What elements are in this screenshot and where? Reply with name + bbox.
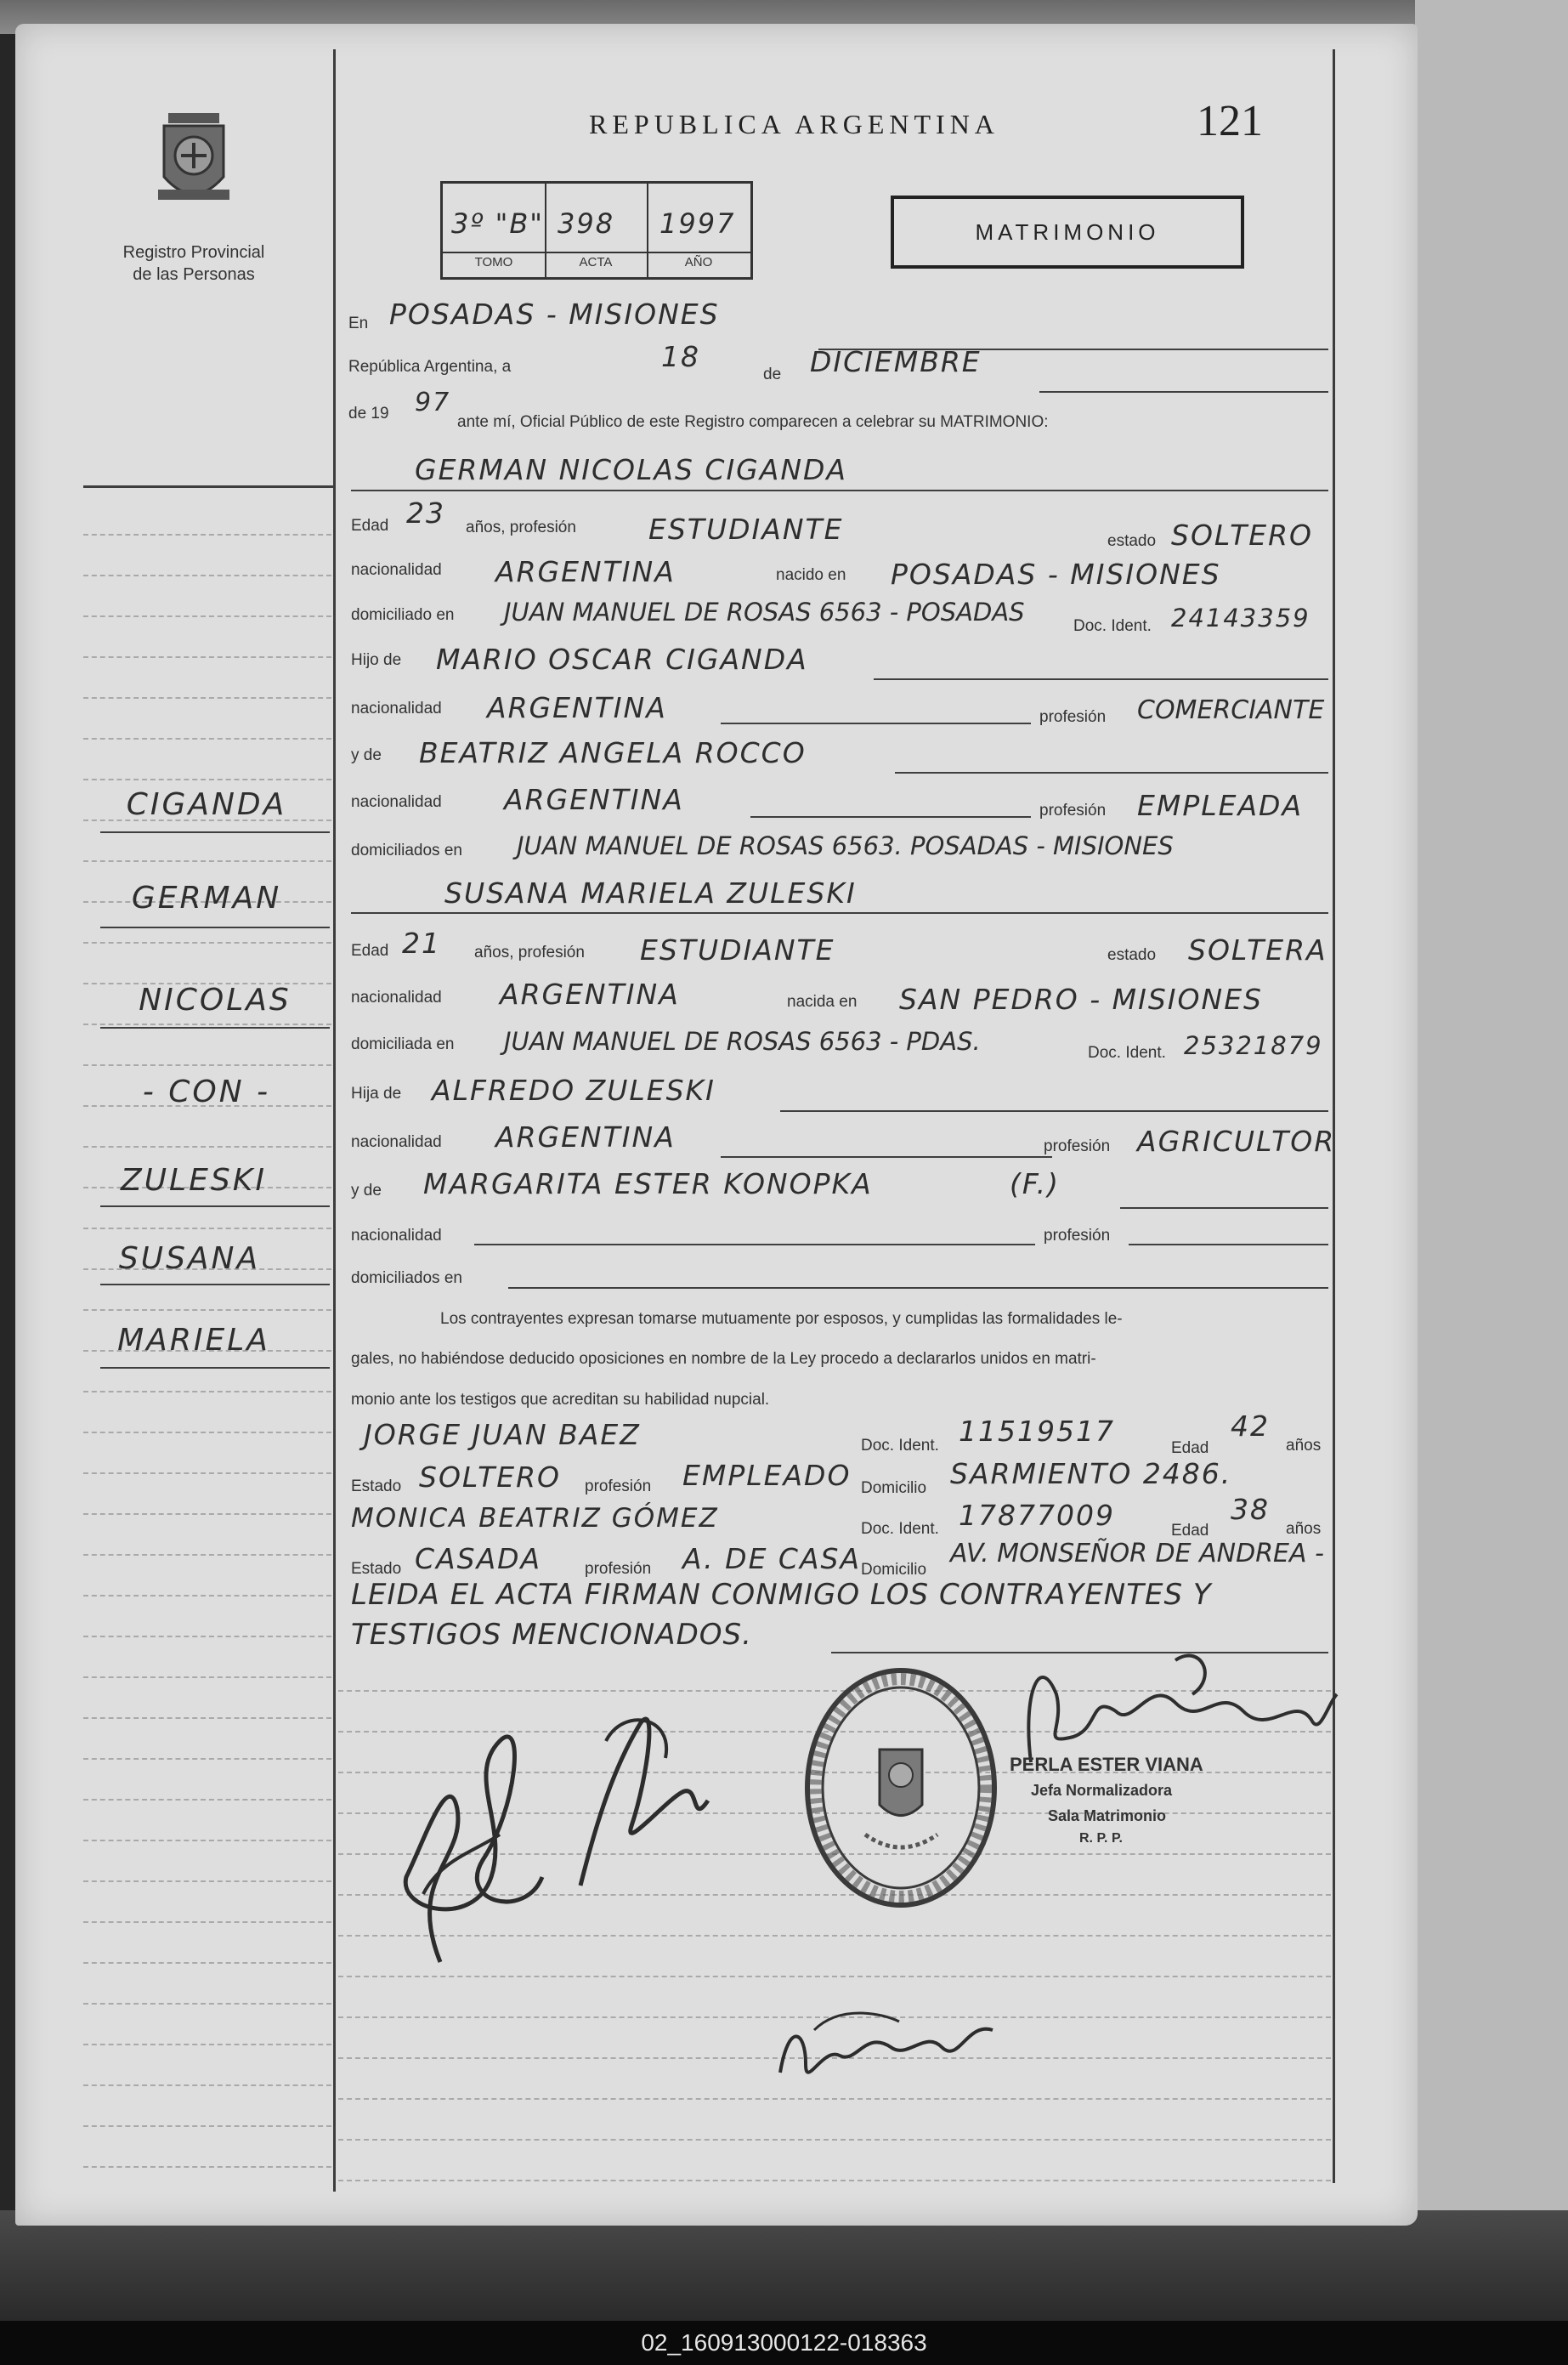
closing-text-1: Los contrayentes expresan tomarse mutuamente por esposos, y cumplidas las formalidades le- — [440, 1310, 1123, 1328]
label-domiciliados-en: domiciliados en — [351, 1269, 462, 1287]
margin-rule-line — [83, 1064, 331, 1066]
label-edad: Edad — [351, 517, 389, 535]
label-edad: Edad — [351, 942, 389, 960]
page-number: 121 — [1197, 97, 1263, 145]
groom-doc: 24143359 — [1171, 604, 1310, 632]
label-nacionalidad: nacionalidad — [351, 561, 442, 579]
margin-rule-line — [83, 575, 331, 576]
bride-birthplace: SAN PEDRO - MISIONES — [899, 983, 1263, 1016]
groom-birthplace: POSADAS - MISIONES — [891, 558, 1221, 591]
margin-entry: SUSANA — [118, 1241, 261, 1276]
label-doc-ident: Doc. Ident. — [861, 1520, 939, 1538]
main-rule-line — [338, 2098, 1331, 2100]
margin-border — [333, 49, 336, 2192]
margin-rule-line — [83, 1432, 331, 1433]
year-value: 97 — [415, 388, 451, 417]
footer-id: 02_160913000122-018363 — [641, 2329, 927, 2356]
witness1-address: SARMIENTO 2486. — [950, 1457, 1232, 1490]
margin-rule-line — [83, 942, 331, 944]
bride-father-profession: AGRICULTOR — [1137, 1125, 1336, 1158]
acta-label: ACTA — [579, 255, 613, 269]
margin-rule-line — [83, 656, 331, 658]
margin-rule-line — [83, 1717, 331, 1719]
bride-age: 21 — [402, 927, 441, 960]
margin-rule-line — [83, 2166, 331, 2168]
official-seal-icon — [801, 1665, 1001, 1911]
margin-entry: GERMAN — [131, 881, 282, 916]
margin-entry: - CON - — [142, 1075, 271, 1109]
bride-mother: MARGARITA ESTER KONOPKA — [423, 1167, 873, 1200]
groom-father: MARIO OSCAR CIGANDA — [436, 643, 808, 676]
label-profesion: profesión — [1039, 802, 1107, 820]
label-anos-profesion: años, profesión — [466, 519, 576, 536]
groom-nationality: ARGENTINA — [495, 555, 676, 588]
registry-name-line2: de las Personas — [133, 265, 255, 284]
margin-rule-line — [83, 1880, 331, 1882]
groom-parents-address: JUAN MANUEL DE ROSAS 6563. POSADAS - MISIONES — [517, 831, 1174, 860]
label-anos: años — [1286, 1520, 1322, 1538]
place-value: POSADAS - MISIONES — [389, 298, 720, 331]
label-nacida-en: nacida en — [787, 993, 858, 1011]
closing-text-2: gales, no habiéndose deducido oposiciones en nombre de la Ley procedo a declararlos unidos en matri- — [351, 1350, 1096, 1368]
official-office: Sala Matrimonio — [1048, 1807, 1167, 1824]
witness2-status: CASADA — [415, 1542, 542, 1575]
margin-rule-line — [83, 1391, 331, 1392]
label-domiciliados-en: domiciliados en — [351, 842, 462, 859]
document-page — [15, 24, 1418, 2226]
day-value: 18 — [661, 340, 700, 373]
bride-nationality: ARGENTINA — [500, 978, 680, 1011]
bride-mother-note: (F.) — [1010, 1167, 1060, 1200]
label-estado: Estado — [351, 1560, 402, 1578]
label-doc-ident: Doc. Ident. — [1073, 617, 1152, 635]
label-estado: estado — [1107, 532, 1157, 550]
label-profesion: profesión — [1044, 1137, 1111, 1155]
groom-mother-nationality: ARGENTINA — [504, 783, 684, 816]
label-nacionalidad: nacionalidad — [351, 700, 442, 717]
right-border — [1333, 49, 1335, 2183]
groom-mother-profession: EMPLEADA — [1137, 789, 1304, 822]
signature-groom — [389, 1707, 576, 1979]
tomo-value: 3º "B" — [451, 207, 544, 240]
groom-age: 23 — [406, 496, 445, 530]
margin-rule-line — [83, 1676, 331, 1678]
official-name: PERLA ESTER VIANA — [1010, 1754, 1203, 1775]
margin-rule-line — [83, 779, 331, 780]
margin-rule-line — [83, 2003, 331, 2005]
margin-rule-line — [83, 1309, 331, 1311]
official-org: R. P. P. — [1079, 1831, 1123, 1846]
margin-rule-line — [83, 738, 331, 740]
witness2-name: MONICA BEATRIZ GÓMEZ — [351, 1503, 719, 1534]
label-edad: Edad — [1171, 1439, 1209, 1457]
label-en: En — [348, 315, 369, 332]
margin-rule-line — [83, 860, 331, 862]
margin-rule-line — [83, 2084, 331, 2086]
signature-bride — [563, 1690, 725, 1903]
witness2-age: 38 — [1231, 1493, 1270, 1526]
label-anos: años — [1286, 1437, 1322, 1455]
margin-rule-line — [83, 1962, 331, 1964]
closing-text-3: monio ante los testigos que acreditan su habilidad nupcial. — [351, 1391, 770, 1409]
label-estado: Estado — [351, 1477, 402, 1495]
background-right — [1415, 0, 1568, 2219]
margin-rule-line — [83, 2125, 331, 2127]
label-estado: estado — [1107, 946, 1157, 964]
official-title: Jefa Normalizadora — [1031, 1782, 1173, 1799]
groom-mother: BEATRIZ ANGELA ROCCO — [419, 736, 807, 769]
label-y-de: y de — [351, 746, 382, 764]
margin-rule-line — [83, 1758, 331, 1760]
republic-title: REPUBLICA ARGENTINA — [589, 109, 999, 139]
bride-name: SUSANA MARIELA ZULESKI — [444, 876, 857, 910]
bride-father: ALFREDO ZULESKI — [432, 1074, 716, 1107]
label-doc-ident: Doc. Ident. — [1088, 1044, 1166, 1062]
margin-rule-line — [83, 1840, 331, 1841]
witness2-profession: A. DE CASA — [682, 1542, 862, 1575]
margin-rule-line — [83, 1228, 331, 1229]
label-nacionalidad: nacionalidad — [351, 1133, 442, 1151]
tomo-label: TOMO — [474, 255, 513, 269]
margin-rule-line — [83, 1472, 331, 1474]
groom-father-nationality: ARGENTINA — [487, 691, 667, 724]
groom-profession: ESTUDIANTE — [648, 513, 844, 546]
month-value: DICIEMBRE — [810, 345, 982, 378]
witness1-status: SOLTERO — [419, 1460, 561, 1494]
acta-value: 398 — [558, 207, 615, 240]
label-edad: Edad — [1171, 1522, 1209, 1540]
label-profesion: profesión — [1039, 708, 1107, 726]
label-hija-de: Hija de — [351, 1085, 402, 1103]
margin-divider — [83, 485, 334, 488]
witness2-doc: 17877009 — [959, 1499, 1115, 1532]
label-domicilio: Domicilio — [861, 1561, 927, 1579]
coat-of-arms-icon — [151, 109, 236, 219]
closing-handwritten-2: TESTIGOS MENCIONADOS. — [351, 1618, 752, 1652]
label-republica: República Argentina, a — [348, 358, 512, 376]
bride-profession: ESTUDIANTE — [640, 933, 835, 967]
margin-rule-line — [83, 2044, 331, 2045]
witness1-name: JORGE JUAN BAEZ — [364, 1418, 641, 1451]
bride-address: JUAN MANUEL DE ROSAS 6563 - PDAS. — [504, 1027, 981, 1056]
label-hijo-de: Hijo de — [351, 651, 402, 669]
groom-address: JUAN MANUEL DE ROSAS 6563 - POSADAS — [504, 598, 1025, 627]
label-anos-profesion: años, profesión — [474, 944, 585, 961]
witness1-profession: EMPLEADO — [682, 1459, 852, 1492]
label-de-month: de — [763, 366, 782, 383]
label-domicilio: Domicilio — [861, 1479, 927, 1497]
label-nacionalidad: nacionalidad — [351, 1227, 442, 1245]
label-nacionalidad: nacionalidad — [351, 989, 442, 1007]
label-nacido-en: nacido en — [776, 566, 846, 584]
bride-doc: 25321879 — [1184, 1031, 1323, 1060]
margin-entry: CIGANDA — [126, 787, 287, 822]
margin-rule-line — [83, 534, 331, 536]
margin-rule-line — [83, 1146, 331, 1148]
margin-rule-line — [83, 1554, 331, 1556]
margin-entry: MARIELA — [117, 1323, 270, 1358]
label-profesion: profesión — [1044, 1227, 1111, 1245]
margin-rule-line — [83, 1513, 331, 1515]
document-type-box: MATRIMONIO — [891, 196, 1244, 269]
groom-status: SOLTERO — [1171, 519, 1313, 552]
margin-entry: NICOLAS — [139, 983, 292, 1018]
label-ante-mi: ante mí, Oficial Público de este Registro comparecen a celebrar su MATRIMONIO: — [457, 413, 1049, 431]
groom-name: GERMAN NICOLAS CIGANDA — [415, 453, 847, 486]
witness1-doc: 11519517 — [959, 1415, 1115, 1448]
label-doc-ident: Doc. Ident. — [861, 1437, 939, 1455]
bride-father-nationality: ARGENTINA — [495, 1120, 676, 1154]
label-y-de: y de — [351, 1182, 382, 1200]
margin-rule-line — [83, 1024, 331, 1025]
margin-rule-line — [83, 1799, 331, 1801]
margin-rule-line — [83, 1595, 331, 1597]
registry-box — [440, 181, 753, 280]
main-rule-line — [338, 2180, 1331, 2181]
ano-label: AÑO — [684, 255, 713, 269]
label-domiciliado-en: domiciliado en — [351, 606, 455, 624]
margin-rule-line — [83, 615, 331, 617]
label-profesion: profesión — [585, 1477, 652, 1495]
margin-rule-line — [83, 697, 331, 699]
margin-rule-line — [83, 1636, 331, 1637]
witness1-age: 42 — [1231, 1409, 1270, 1443]
margin-rule-line — [83, 1921, 331, 1923]
closing-handwritten-1: LEIDA EL ACTA FIRMAN CONMIGO LOS CONTRAYENTES Y — [351, 1578, 1212, 1612]
bride-status: SOLTERA — [1188, 933, 1327, 967]
margin-entry: ZULESKI — [121, 1163, 267, 1198]
label-domiciliada-en: domiciliada en — [351, 1035, 455, 1053]
signature-witness — [763, 1996, 1001, 2098]
background-floor — [0, 2210, 1568, 2321]
witness2-address: AV. MONSEÑOR DE ANDREA - — [950, 1539, 1324, 1568]
main-rule-line — [338, 2139, 1331, 2141]
label-de-19: de 19 — [348, 405, 389, 423]
label-profesion: profesión — [585, 1560, 652, 1578]
label-nacionalidad: nacionalidad — [351, 793, 442, 811]
registry-name-line1: Registro Provincial — [122, 243, 265, 262]
groom-father-profession: COMERCIANTE — [1137, 695, 1325, 725]
ano-value: 1997 — [659, 207, 736, 240]
